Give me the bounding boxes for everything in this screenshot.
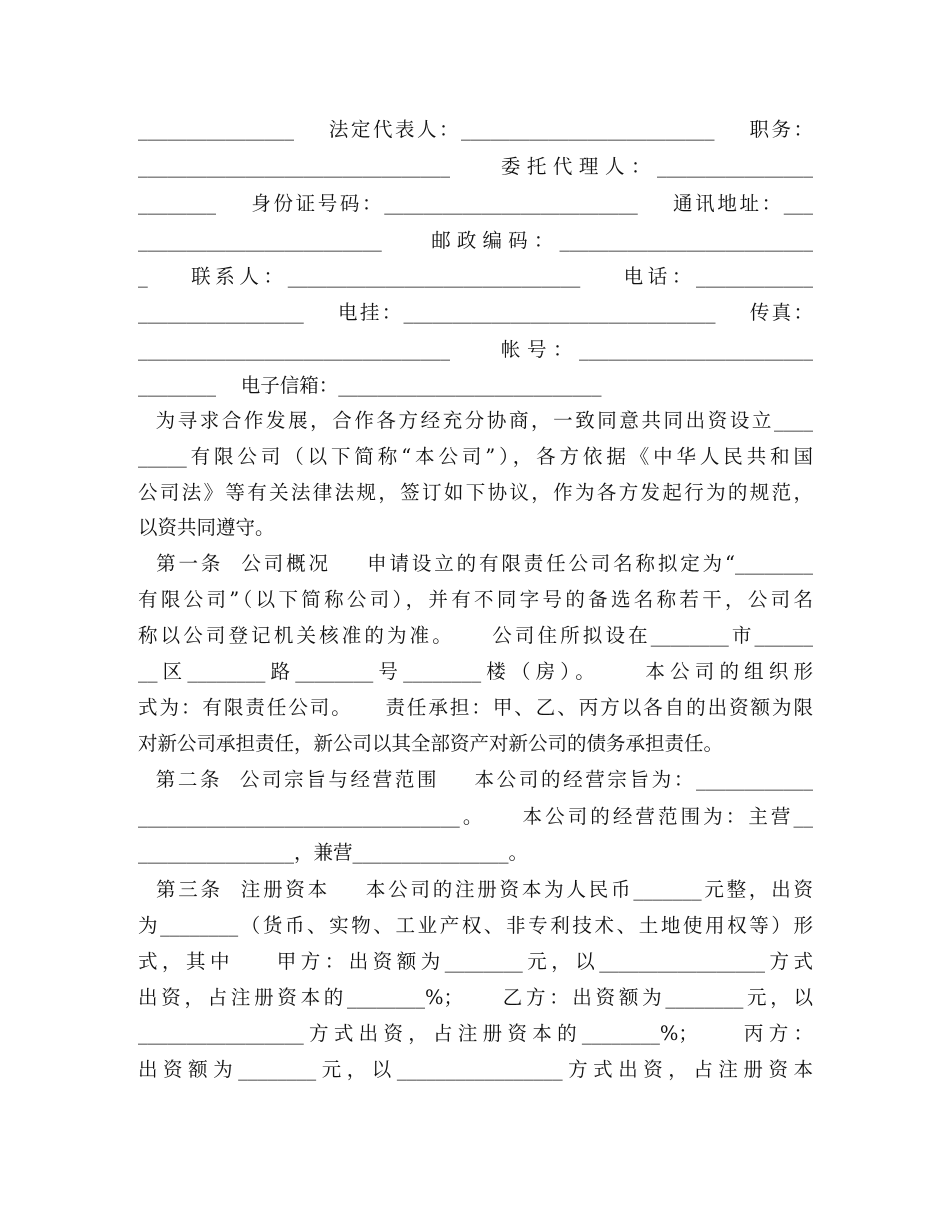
intro-line: 以资共同遵守。 [138, 516, 275, 539]
article-3-line: 为________（货币、实物、工业产权、非专利技术、土地使用权等）形 [138, 914, 813, 937]
contact-line: _ 联系人：______________________________ 电话：____________ [138, 265, 813, 288]
intro-line: _____有限公司（以下简称“本公司”），各方依据《中华人民共和国 [138, 445, 813, 468]
article-1-line: 称以公司登记机关核准的为准。 公司住所拟设在________市______ [138, 624, 813, 647]
article-2-line: ________________，兼营________________。 [138, 841, 529, 864]
article-1-line: 第一条 公司概况 申请设立的有限责任公司名称拟定为“________ [138, 552, 813, 575]
article-3-line: 出资额为________元，以_________________方式出资，占注册资本 [138, 1058, 813, 1081]
article-2-line: _________________________________。 本公司的经营范围为：主营__ [138, 805, 813, 828]
contact-line: ________________ 法定代表人：__________________________ 职务： [138, 118, 813, 141]
article-2-line: 第二条 公司宗旨与经营范围 本公司的经营宗旨为：____________ [138, 768, 813, 791]
article-3-line: 式，其中 甲方：出资额为________元，以_________________方式 [138, 950, 813, 973]
article-3-line: 出资，占注册资本的________%； 乙方：出资额为________元，以 [138, 986, 813, 1009]
contact-line: ________________________________ 帐号：________________________ [138, 338, 813, 361]
intro-line: 公司法》等有关法律法规，签订如下协议，作为各方发起行为的规范， [138, 481, 813, 504]
contact-line: _________________ 电挂：________________________________ 传真： [138, 301, 813, 324]
article-3-line: _________________方式出资，占注册资本的________%； 丙方： [138, 1022, 813, 1045]
intro-line: 为寻求合作发展，合作各方经充分协商，一致同意共同出资设立____ [138, 409, 813, 432]
contact-line: ________ 电子信箱：___________________________ [138, 374, 602, 397]
article-1-line: 有限公司”（以下简称公司），并有不同字号的备选名称若干，公司名 [138, 588, 813, 611]
contact-line: ________ 身份证号码：__________________________ 通讯地址：___ [138, 192, 813, 215]
article-1-line: 式为：有限责任公司。 责任承担：甲、乙、丙方以各自的出资额为限 [138, 696, 813, 719]
contact-line: _________________________ 邮政编码：__________________________ [138, 229, 813, 252]
article-3-line: 第三条 注册资本 本公司的注册资本为人民币_______元整，出资 [138, 878, 813, 901]
article-1-line: __区________路________号________楼（房）。 本公司的组织形 [138, 660, 813, 683]
article-1-line: 对新公司承担责任，新公司以其全部资产对新公司的债务承担责任。 [138, 732, 724, 755]
contact-line: ________________________________ 委托代理人：________________ [138, 155, 813, 178]
